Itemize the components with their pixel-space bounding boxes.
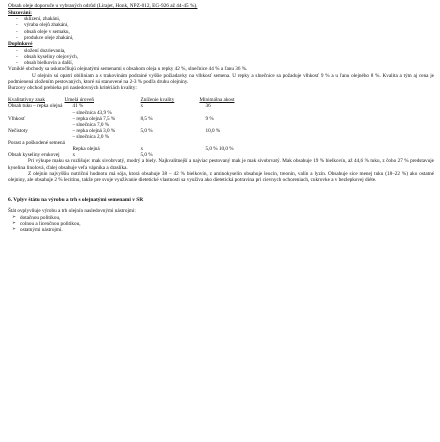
section-heading-doplnkove: Doplnkové (8, 41, 33, 47)
table-cell: – slnečnica 7,0 % (72, 121, 110, 128)
list-item: - obsah oleje v semaku, (16, 29, 434, 35)
sluzeni-list (8, 16, 434, 41)
table-header: Minimálna akost (199, 97, 235, 104)
table-cell: 5,0 % (140, 152, 153, 159)
table-cell: Porast a poškodené semená (8, 140, 65, 147)
quality-table (8, 97, 261, 158)
table-cell: Nečistoty (8, 127, 28, 134)
list-item: ➢ ostatnými nástrojmi. (12, 227, 434, 233)
paragraph-1: Vzniklé obchody sa uskutočňujú olejnatými semenami s obsahom oleja u repky 42 %, slnečnice 44 % a ľanu 36 %. (8, 66, 248, 73)
table-cell: Vlhkosť (8, 115, 26, 122)
table-cell: 41 % (72, 103, 84, 110)
section-6-title: 6. Vplyv štátu na výrobu a trh s olejnatými semenami v SR (8, 196, 144, 203)
list-item: - obsah kyseliny olejových, (16, 54, 434, 60)
table-cell: 10,0 % (205, 127, 221, 134)
table-cell: 5,0 % (140, 127, 153, 134)
paragraph-4: Pri výkupe maku sa rozlišuje: mak sivobrvatý, modrý a biely. Najkvalitnejší a najviac pestovaný mak je mak sivobrvatý. Mak obsahuje 19 % bielkovín, až 44,6 % tuku, z čoho 27 % predstavuje kyselina linolová, ďalej obsahuje veľa vápnika a draslíka. (8, 158, 434, 171)
list-item: - sklizení, zhakáni, (16, 16, 434, 22)
table-cell: x (140, 103, 144, 110)
list-item: ➢ dotačnou politikou, (12, 215, 434, 221)
list-item: ➢ colnou a licenčnou politikou, (12, 221, 434, 227)
section-heading-sluzeni: Sluzování: (8, 9, 32, 16)
intro-text: Obsah oleje doporuče u vybraných odrůd (Lirajet, Honk, NPZ-012, EG-926 až 44-45 %). (8, 3, 198, 9)
paragraph-6: Štát ovplyvňuje výrobu a trh olejnín nasledovnými nástrojmi: (8, 208, 136, 215)
table-cell: 8,5 % (140, 115, 153, 122)
table-cell: – slnečnica 43,9 % (72, 109, 112, 116)
table-header: Umelá úroveň (64, 97, 94, 104)
table-cell: x (72, 152, 76, 159)
doplnkove-list (8, 48, 434, 67)
list-item: - produkce oleje zhakání, (16, 35, 434, 41)
table-cell: – repka olejná 7,5 % (72, 115, 116, 122)
list-item: - výraba olejů zhakáni, (16, 22, 434, 28)
intro-line (8, 3, 434, 10)
table-cell: Obsah kyseliny erukovej (8, 152, 60, 159)
paragraph-5: Z olejnín najvyššiu nutričnú hodnotu má sója, ktorá obsahuje 38 – 42 % bielkovín, z aminokyselín obsahuje leucín, treonín, valín a lyzín. Obsahuje sice menej tuku (18–22 %) ako ostatné olejniny, ale obsahuje 2 % lecitínu, takže pre svoje využívanie dietetické vlastnosti sa využíva ako dietetická potravina pri cievnych ochoreniach, cukrovke a v bezlepkovej diéte. (8, 170, 434, 184)
tools-list (8, 215, 434, 234)
table-cell: Repka olejná (72, 146, 100, 153)
table-cell: – repka olejná 3,0 % (72, 127, 116, 134)
table-cell: Obsah tuku – repka olejná (8, 103, 63, 110)
table-cell: 9 % (205, 115, 214, 122)
paragraph-2: U olejnín sú opatrí obiliniam a s trakovinám podrainé vyššie požiadavky na vlhkosť semena. U repky a slnečnice sa požaduje vlhkosť 9 % a u ľanu olejného 8 %. Kvalita a tým aj cena je podmienená zložením pestovaných, ktoré sú stanovené na 2-3 % podľa druhu olejniny. (8, 72, 434, 85)
list-item: - složení dozrievania, (16, 48, 434, 54)
table-cell: 5,0 % 10,0 % (205, 146, 234, 153)
paragraph-3: Burzovy obchod prebieha pri nasledovných kritériách kvality: (8, 85, 137, 92)
list-item: - obsah bielkovin a další, (16, 60, 434, 66)
table-header: Kvalitatívny znak (8, 97, 46, 104)
table-cell: 36 (205, 103, 211, 110)
table-cell: x (140, 146, 144, 153)
table-cell: – slnečnica 2,0 % (72, 133, 110, 140)
table-header: Zníženie kvality (140, 97, 175, 104)
